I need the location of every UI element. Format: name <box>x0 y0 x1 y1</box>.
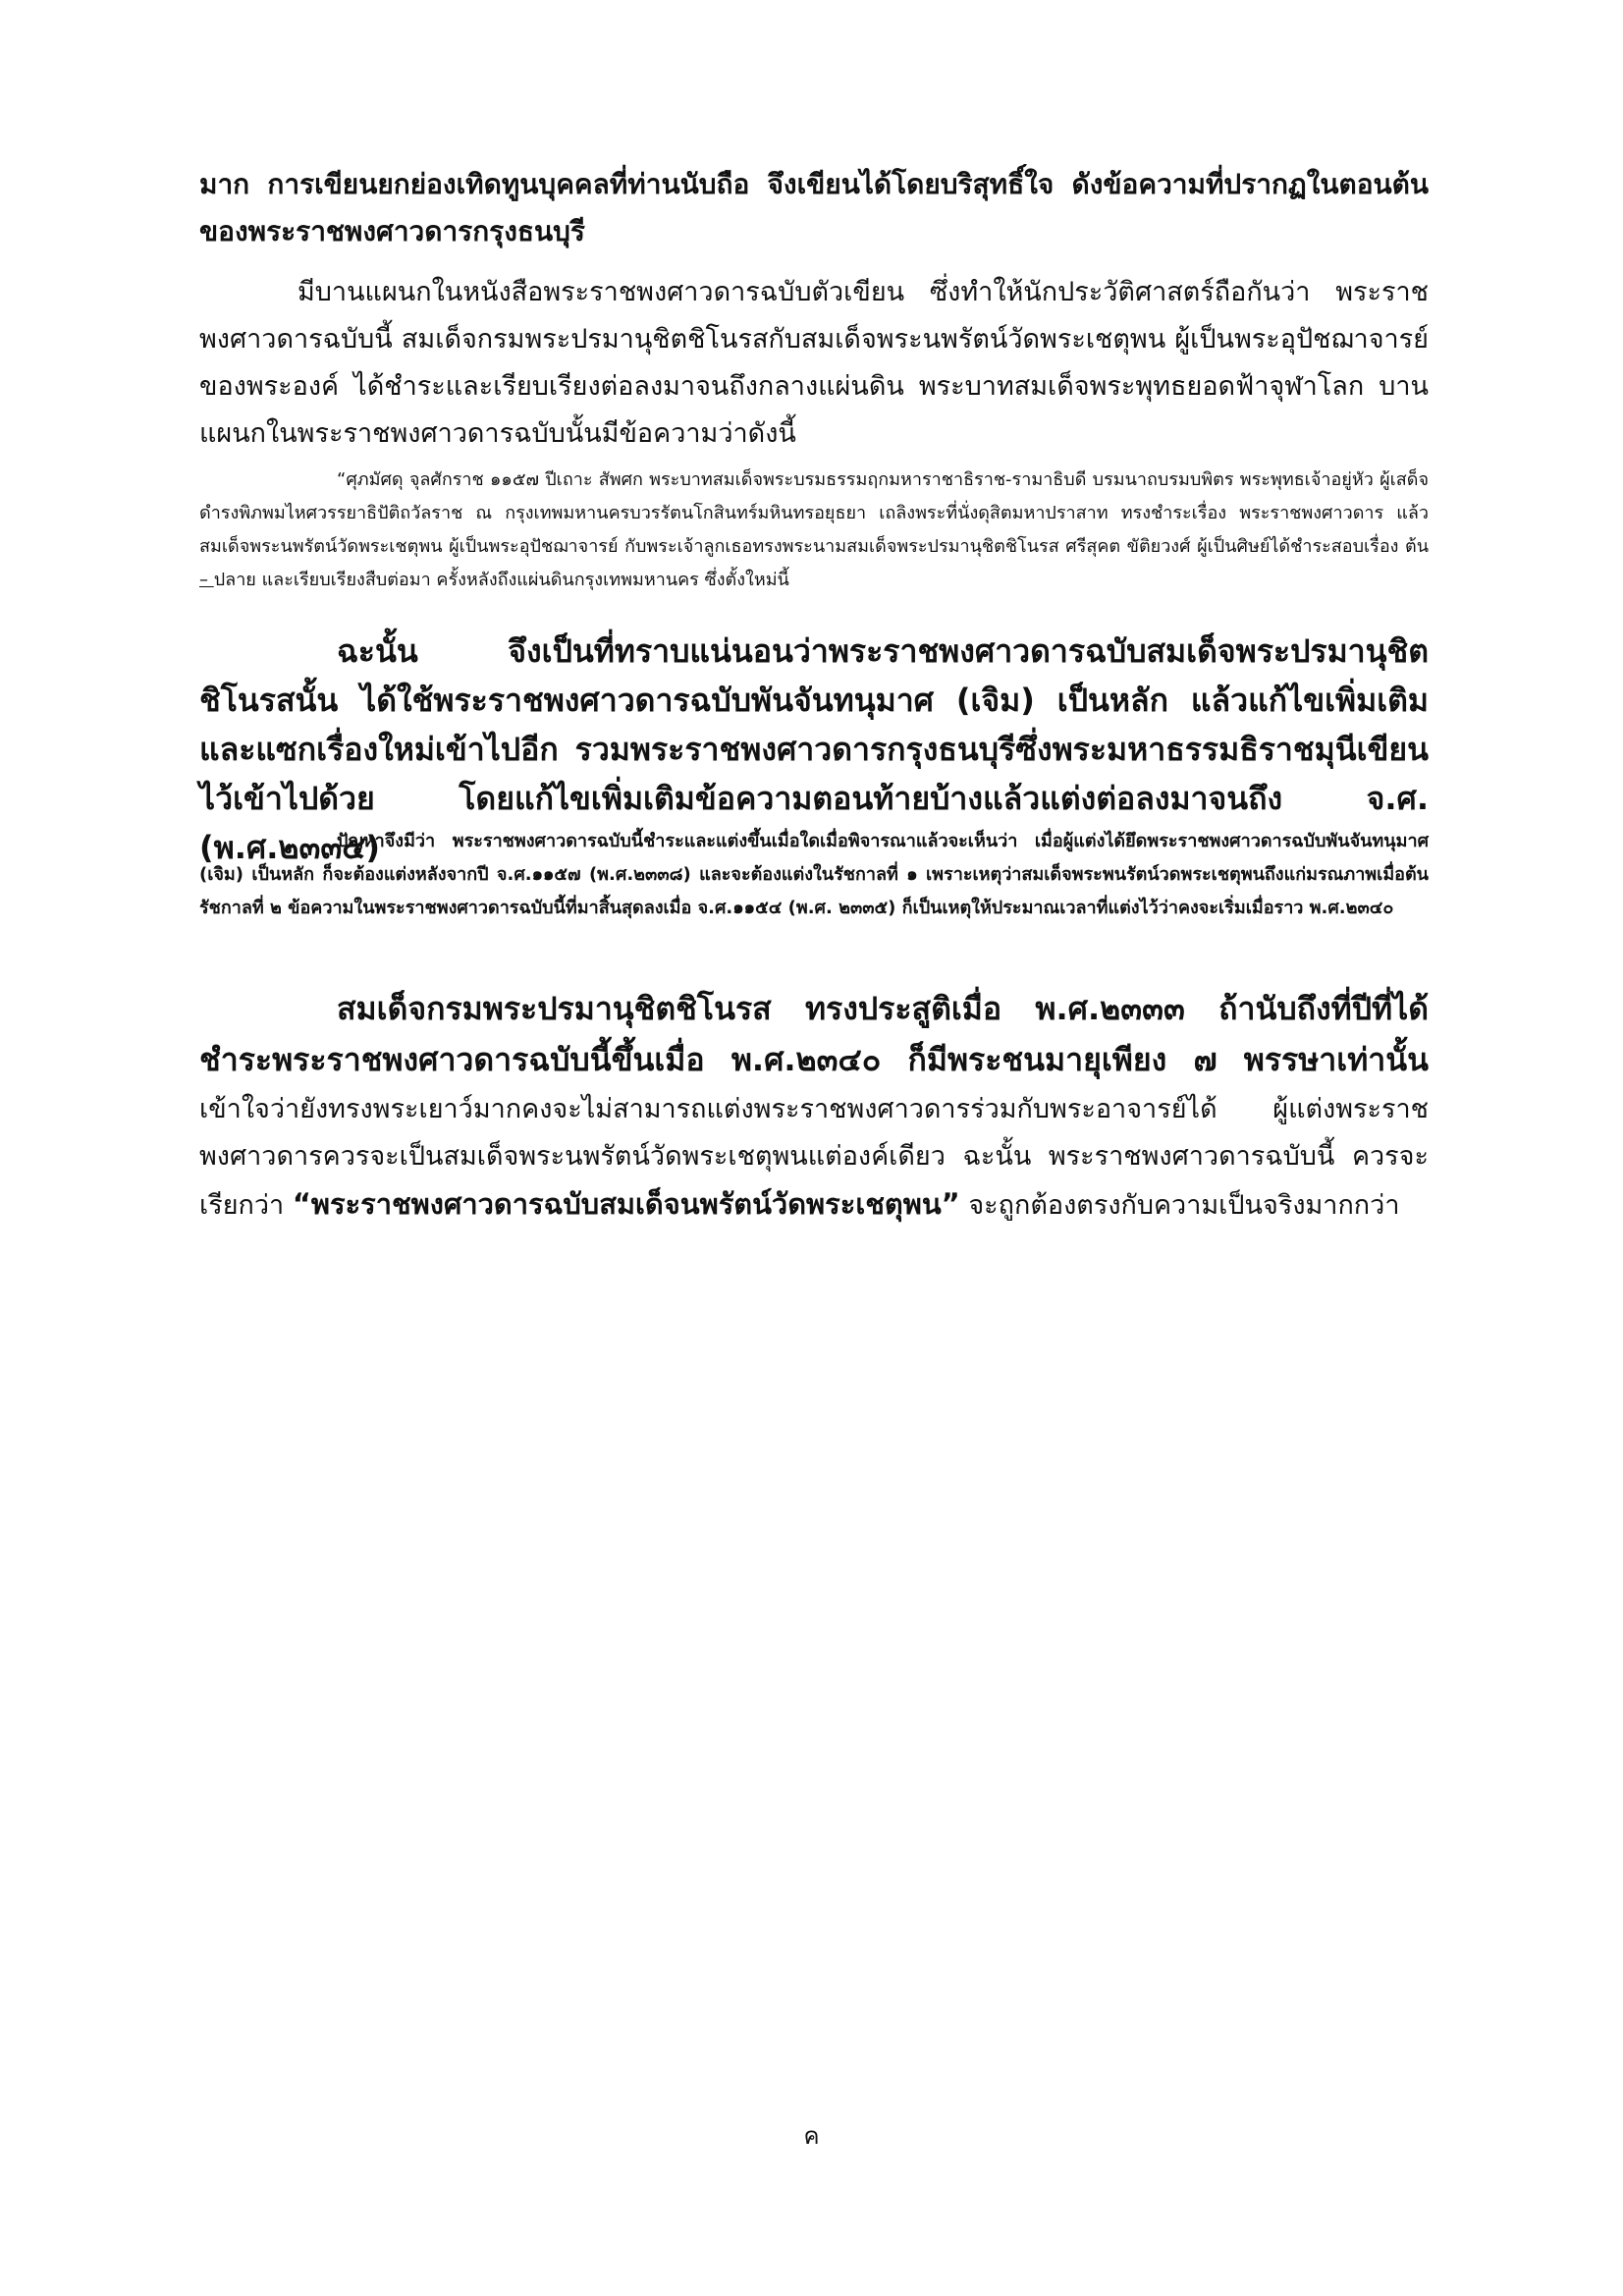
problem-paragraph: ปัญหาจึงมีว่า พระราชพงศาวดารฉบับนี้ชำระและแต่งขึ้นเมื่อใดเมื่อพิจารณาแล้วจะเห็นว่า เมื่อผู้แต่งได้ยึดพระราชพงศาวดารฉบับพันจันทนุมาศ (เจิม) เป็นหลัก ก็จะต้องแต่งหลังจากปี จ.ศ.๑๑๕๗ (พ.ศ.๒๓๓๘) และจะต้องแต่งในรัชกาลที่ ๑ เพราะเหตุว่าสมเด็จพระพนรัตน์วดพระเชตุพนถึงแก่มรณภาพเมื่อต้นรัชกาลที่ ๒ ข้อความในพระราชพงศาวดารฉบับนี้ที่มาสิ้นสุดลงเมื่อ จ.ศ.๑๑๕๔ (พ.ศ. ๒๓๓๕) ก็เป็นเหตุให้ประมาณเวลาที่แต่งไว้ว่าคงจะเริ่มเมื่อราว พ.ศ.๒๓๔๐ <box>199 831 1429 918</box>
page-number: ค <box>803 2122 820 2150</box>
intro-paragraph: มีบานแผนกในหนังสือพระราชพงศาวดารฉบับตัวเขียน ซึ่งทำให้นักประวัติศาสตร์ถือกันว่า พระราชพงศาวดารฉบับนี้ สมเด็จกรมพระปรมานุชิตชิโนรสกับสมเด็จพระนพรัตน์วัดพระเชตุพน ผู้เป็นพระอุปัชฌาจารย์ของพระองค์ ได้ชำระและเรียบเรียงต่อลงมาจนถึงกลางแผ่นดิน พระบาทสมเด็จพระพุทธยอดฟ้าจุฬาโลก บานแผนกในพระราชพงศาวดารฉบับนั้นมีข้อความว่าดังนี้ <box>199 277 1429 449</box>
continuation-paragraph: มาก การเขียนยกย่องเทิดทูนบุคคลที่ท่านนับถือ จึงเขียนได้โดยบริสุทธิ์ใจ ดังข้อความที่ปรากฏในตอนต้นของพระราชพงศาวดารกรุงธนบุรี <box>199 168 1429 247</box>
chronicle-title: “พระราชพงศาวดารฉบับสมเด็จนพรัตน์วัดพระเชตุพน” <box>292 1187 960 1221</box>
quote-underlined-dash: – <box>199 570 214 590</box>
conclusion-paragraph: ฉะนั้น จึงเป็นที่ทราบแน่นอนว่าพระราชพงศาวดารฉบับสมเด็จพระปรมานุชิตชิโนรสนั้น ได้ใช้พระราชพงศาวดารฉบับพันจันทนุมาศ (เจิม) เป็นหลัก แล้วแก้ไขเพิ่มเติมและแซกเรื่องใหม่เข้าไปอีก รวมพระราชพงศาวดารกรุงธนบุรีซึ่งพระมหาธรรมธิราชมุนีเขียนไว้เข้าไปด้วย โดยแก้ไขเพิ่มเติมข้อความตอนท้ายบ้างแล้วแต่งต่อลงมาจนถึง จ.ศ. (พ.ศ.๒๓๓๕) <box>199 632 1429 866</box>
final-regular-text: เข้าใจว่ายังทรงพระเยาว์มากคงจะไม่สามารถแต่งพระราชพงศาวดารร่วมกับพระอาจารย์ได้ ผู้แต่งพระราชพงศาวดารควรจะเป็นสมเด็จพระนพรัตน์วัดพระเชตุพนแต่องค์เดียว ฉะนั้น พระราชพงศาวดารฉบับนี้ ควรจะเรียกว่า <box>199 1094 1429 1221</box>
quote-text-part1: “ศุภมัศดุ จุลศักราช ๑๑๕๗ ปีเถาะ สัพศก พระบาทสมเด็จพระบรมธรรมฤกมหาราชาธิราช-รามาธิบดี บรมนาถบรมบพิตร พระพุทธเจ้าอยู่หัว ผู้เสด็จดำรงพิภพมไหศวรรยาธิปัติถวัลราช ณ กรุงเทพมหานครบวรรัตนโกสินทร์มหินทรอยุธยา เถลิงพระที่นั่งดุสิตมหาปราสาท ทรงชำระเรื่อง พระราชพงศาวดาร แล้วสมเด็จพระนพรัตน์วัดพระเชตุพน ผู้เป็นพระอุปัชฌาจารย์ กับพระเจ้าลูกเธอทรงพระนามสมเด็จพระปรมานุชิตชิโนรส ศรีสุคต ขัติยวงศ์ ผู้เป็นศิษย์ได้ชำระสอบเรื่อง ต้น <box>199 469 1429 557</box>
final-bold-text: สมเด็จกรมพระปรมานุชิตชิโนรส ทรงประสูติเมื่อ พ.ศ.๒๓๓๓ ถ้านับถึงที่ปีที่ได้ชำระพระราชพงศาวดารฉบับนี้ขึ้นเมื่อ พ.ศ.๒๓๔๐ ก็มีพระชนมายุเพียง ๗ พรรษาเท่านั้น <box>199 990 1429 1078</box>
final-end-text: จะถูกต้องตรงกับความเป็นจริงมากกว่า <box>959 1190 1400 1221</box>
quoted-preface <box>199 464 1429 597</box>
quote-text-part2: ปลาย และเรียบเรียงสืบต่อมา ครั้งหลังถึงแผ่นดินกรุงเทพมหานคร ซึ่งตั้งใหม่นี้ <box>213 570 789 590</box>
final-paragraph <box>199 984 1429 1230</box>
